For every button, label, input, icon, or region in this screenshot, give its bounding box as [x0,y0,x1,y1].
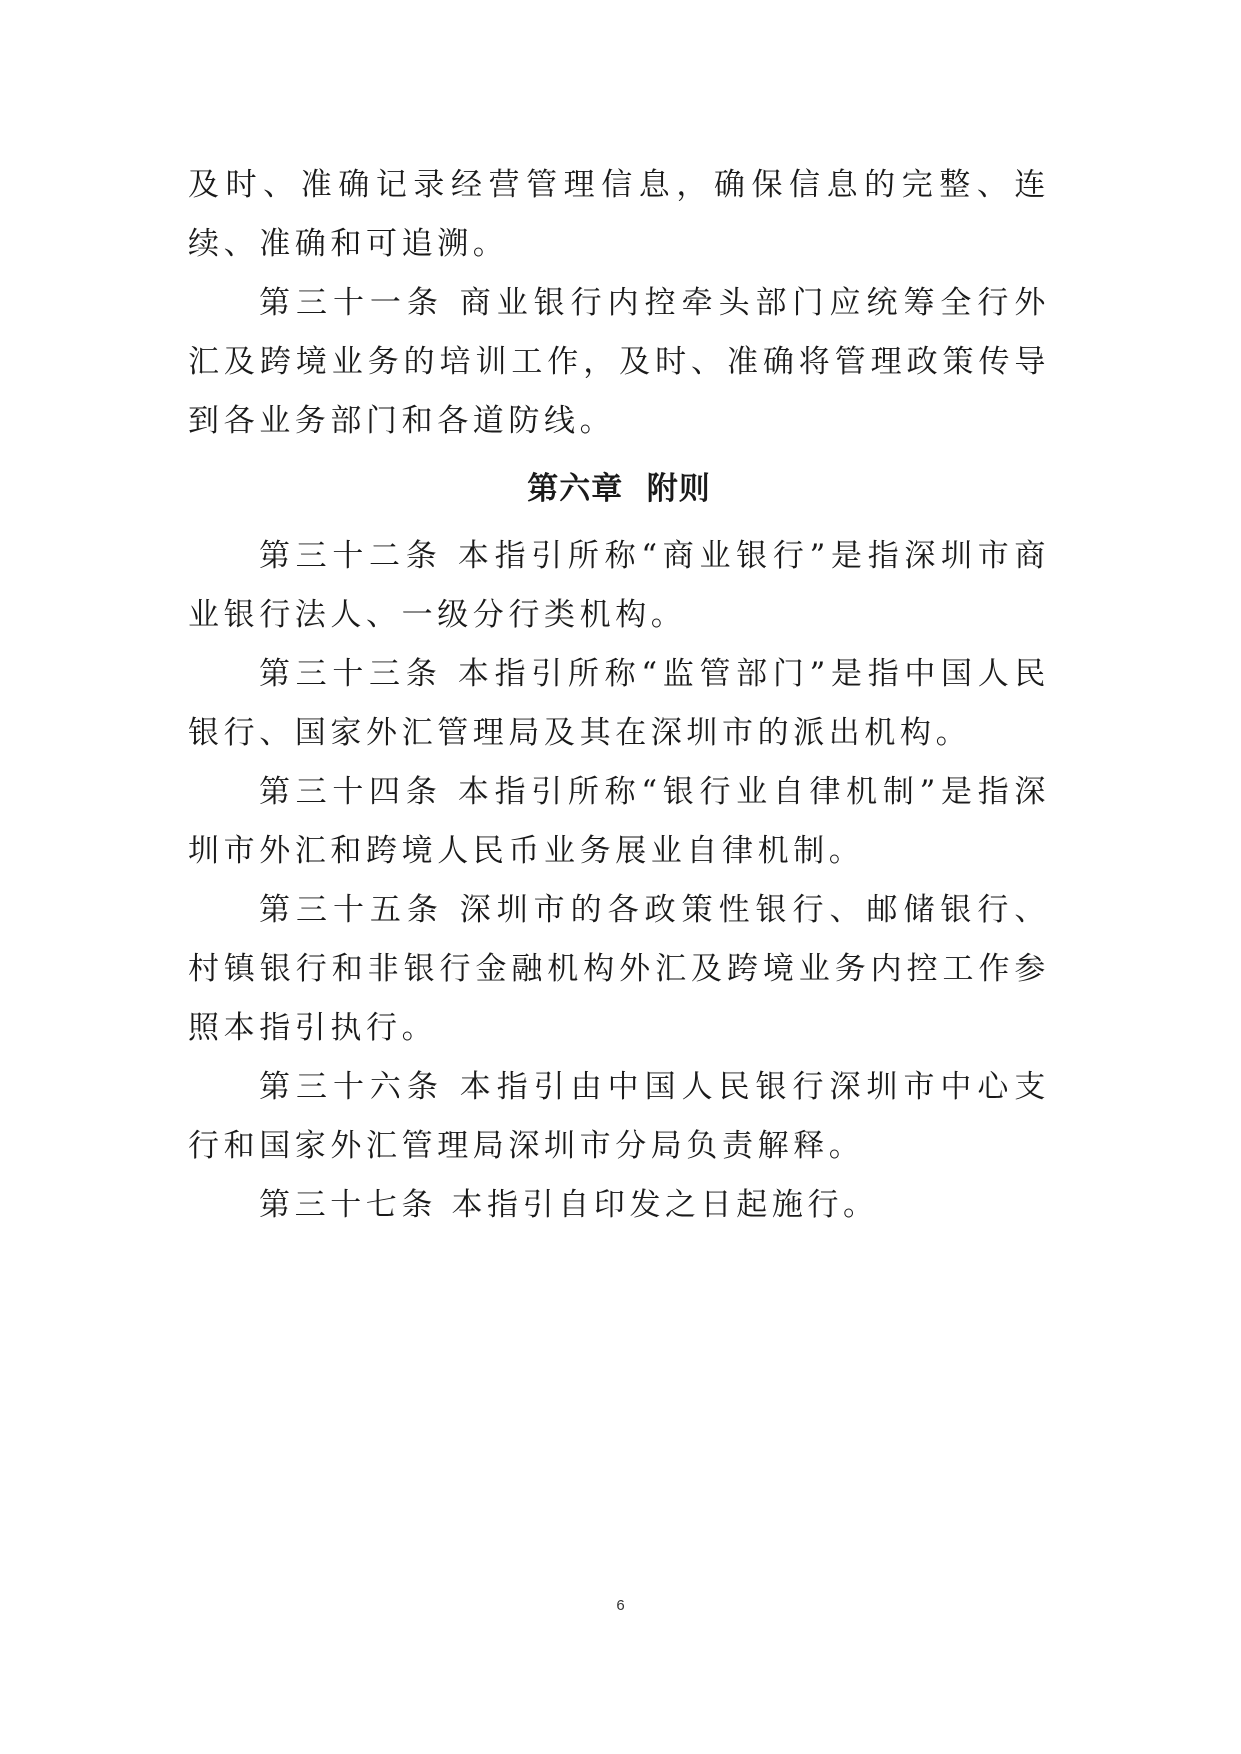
chapter-heading: 第六章 附则 [527,471,711,507]
article-36: 第三十六条 本指引由中国人民银行深圳市中心支行和国家外汇管理局深圳市分局负责解释。 [188,1069,1050,1164]
article-34: 第三十四条 本指引所称“银行业自律机制”是指深圳市外汇和跨境人民币业务展业自律机制。 [188,774,1050,869]
article-31: 第三十一条 商业银行内控牵头部门应统筹全行外汇及跨境业务的培训工作，及时、准确将管理政策传导到各业务部门和各道防线。 [188,285,1050,439]
document-body [188,156,1050,1235]
paragraph-continuation: 及时、准确记录经营管理信息，确保信息的完整、连续、准确和可追溯。 [188,167,1050,262]
page-number: 6 [616,1597,625,1614]
article-37: 第三十七条 本指引自印发之日起施行。 [259,1187,879,1223]
article-33: 第三十三条 本指引所称“监管部门”是指中国人民银行、国家外汇管理局及其在深圳市的派出机构。 [188,656,1050,751]
article-35: 第三十五条 深圳市的各政策性银行、邮储银行、村镇银行和非银行金融机构外汇及跨境业务内控工作参照本指引执行。 [188,892,1050,1046]
article-32: 第三十二条 本指引所称“商业银行”是指深圳市商业银行法人、一级分行类机构。 [188,538,1050,633]
